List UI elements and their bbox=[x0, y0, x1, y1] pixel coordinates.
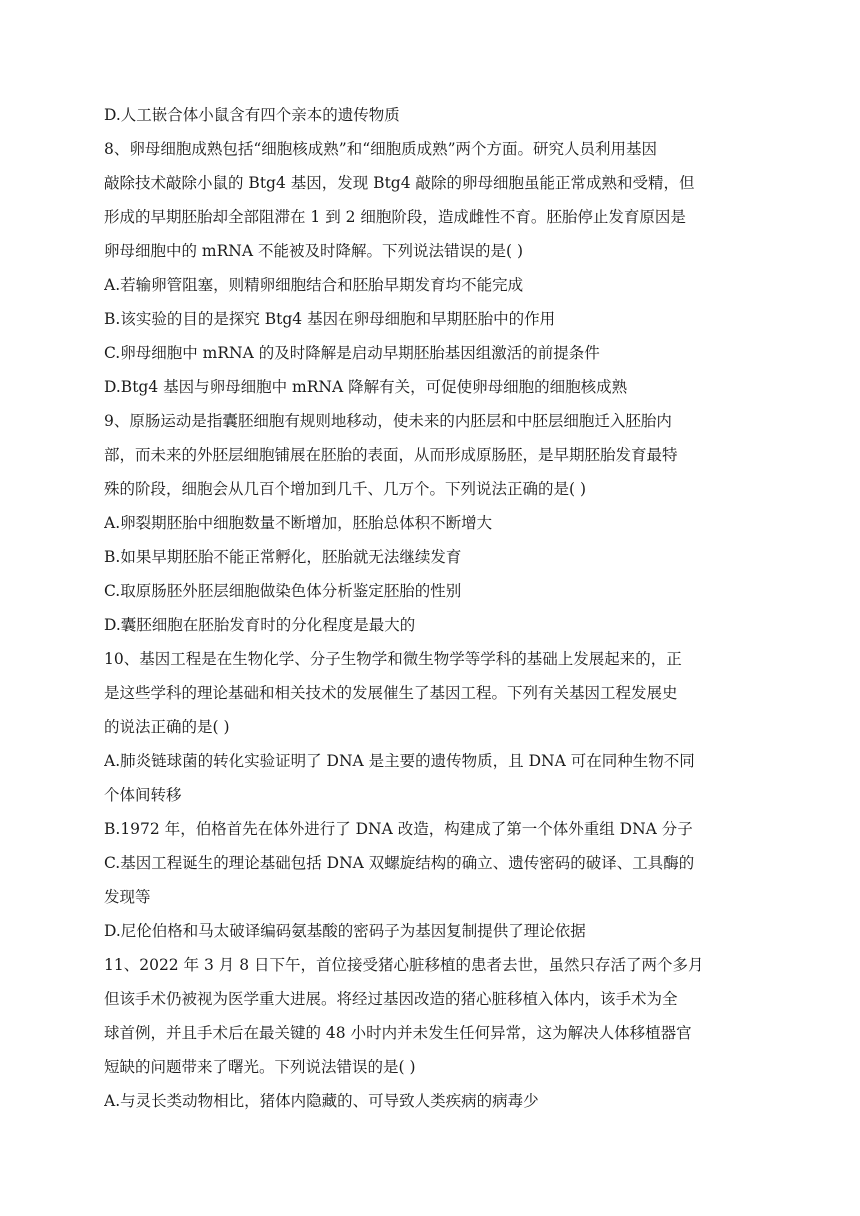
question-9-stem-line-2: 部，而未来的外胚层细胞铺展在胚胎的表面，从而形成原肠胚，是早期胚胎发育最特 bbox=[104, 446, 678, 464]
question-9-option-d: D.囊胚细胞在胚胎发育时的分化程度是最大的 bbox=[104, 616, 416, 634]
question-10-option-a-line-2: 个体间转移 bbox=[104, 786, 182, 804]
question-10-stem-line-1: 10、基因工程是在生物化学、分子生物学和微生物学等学科的基础上发展起来的，正 bbox=[104, 650, 682, 668]
question-10-option-c-line-2: 发现等 bbox=[104, 888, 151, 906]
question-8-stem-line-1: 8、卵母细胞成熟包括“细胞核成熟”和“细胞质成熟”两个方面。研究人员利用基因 bbox=[104, 140, 658, 158]
question-9-stem-line-3: 殊的阶段，细胞会从几百个增加到几千、几万个。下列说法正确的是( ) bbox=[104, 480, 587, 498]
question-8-option-c: C.卵母细胞中 mRNA 的及时降解是启动早期胚胎基因组激活的前提条件 bbox=[104, 344, 600, 362]
question-11-stem-line-1: 11、2022 年 3 月 8 日下午，首位接受猪心脏移植的患者去世，虽然只存活了两个多月 bbox=[104, 956, 704, 974]
question-9-option-a: A.卵裂期胚胎中细胞数量不断增加，胚胎总体积不断增大 bbox=[104, 514, 493, 532]
question-8-option-b: B.该实验的目的是探究 Btg4 基因在卵母细胞和早期胚胎中的作用 bbox=[104, 310, 556, 328]
question-8-option-d: D.Btg4 基因与卵母细胞中 mRNA 降解有关，可促使卵母细胞的细胞核成熟 bbox=[104, 378, 628, 396]
question-10-option-c-line-1: C.基因工程诞生的理论基础包括 DNA 双螺旋结构的确立、遗传密码的破译、工具酶的 bbox=[104, 854, 695, 872]
question-11-stem-line-3: 球首例，并且手术后在最关键的 48 小时内并未发生任何异常，这为解决人体移植器官 bbox=[104, 1024, 692, 1042]
question-8-stem-line-4: 卵母细胞中的 mRNA 不能被及时降解。下列说法错误的是( ) bbox=[104, 242, 524, 260]
question-10-option-d: D.尼伦伯格和马太破译编码氨基酸的密码子为基因复制提供了理论依据 bbox=[104, 922, 586, 940]
question-10-option-b: B.1972 年，伯格首先在体外进行了 DNA 改造，构建成了第一个体外重组 DNA 分子 bbox=[104, 820, 693, 838]
question-11-stem-line-2: 但该手术仍被视为医学重大进展。将经过基因改造的猪心脏移植入体内，该手术为全 bbox=[104, 990, 678, 1008]
question-11-option-a: A.与灵长类动物相比，猪体内隐藏的、可导致人类疾病的病毒少 bbox=[104, 1092, 539, 1110]
question-9-option-c: C.取原肠胚外胚层细胞做染色体分析鉴定胚胎的性别 bbox=[104, 582, 462, 600]
question-10-stem-line-3: 的说法正确的是( ) bbox=[104, 718, 230, 736]
question-8-stem-line-3: 形成的早期胚胎却全部阻滞在 1 到 2 细胞阶段，造成雌性不育。胚胎停止发育原因是 bbox=[104, 208, 686, 226]
question-10-option-a-line-1: A.肺炎链球菌的转化实验证明了 DNA 是主要的遗传物质，且 DNA 可在同种生物不同 bbox=[104, 752, 695, 770]
question-11-stem-line-4: 短缺的问题带来了曙光。下列说法错误的是( ) bbox=[104, 1058, 416, 1076]
option-7d: D.人工嵌合体小鼠含有四个亲本的遗传物质 bbox=[104, 106, 400, 124]
document-page bbox=[104, 98, 760, 1118]
question-8-option-a: A.若输卵管阻塞，则精卵细胞结合和胚胎早期发育均不能完成 bbox=[104, 276, 524, 294]
question-9-option-b: B.如果早期胚胎不能正常孵化，胚胎就无法继续发育 bbox=[104, 548, 462, 566]
question-9-stem-line-1: 9、原肠运动是指囊胚细胞有规则地移动，使未来的内胚层和中胚层细胞迁入胚胎内 bbox=[104, 412, 672, 430]
question-8-stem-line-2: 敲除技术敲除小鼠的 Btg4 基因，发现 Btg4 敲除的卵母细胞虽能正常成熟和受精，但 bbox=[104, 174, 695, 192]
question-10-stem-line-2: 是这些学科的理论基础和相关技术的发展催生了基因工程。下列有关基因工程发展史 bbox=[104, 684, 678, 702]
